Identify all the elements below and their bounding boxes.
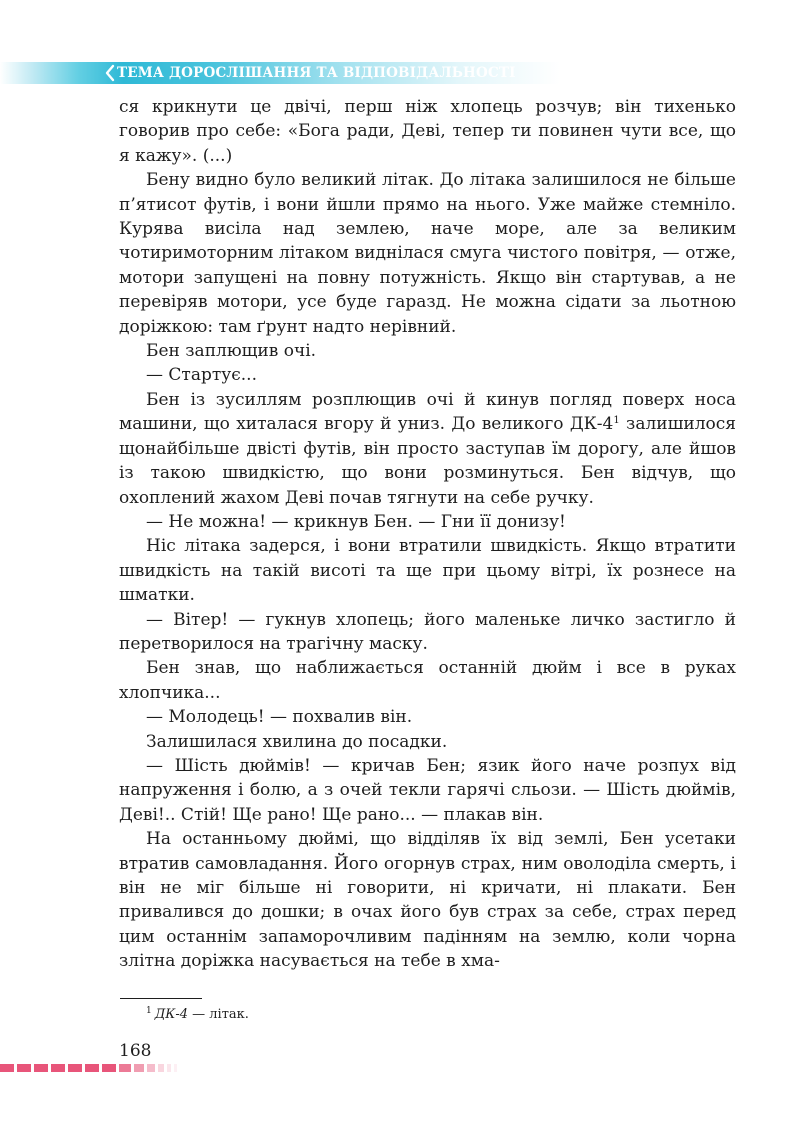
paragraph: Залишилася хвилина до посадки.: [146, 731, 448, 752]
decorative-stripes: [0, 1064, 200, 1072]
paragraph: Бен заплющив очі.: [146, 341, 317, 362]
paragraph: На останньому дюймі, що відділяв їх від землі, Бен усетаки втратив самовладання. Його огорнув страх, ним оволоділа смерть, і він не міг більше ні говорити, ні кричати, ні плакати. Бен привалився до дошки; в очах його був страх за себе, страх перед цим останнім запаморочливим падінням на землю, коли чорна злітна доріжка насувається на тебе в хма-: [119, 829, 736, 972]
paragraph: — Стартує...: [146, 365, 257, 386]
chevron-left-icon: [104, 64, 116, 82]
paragraph: ся крикнути це двічі, перш ніж хлопець розчув; він тихенько говорив про себе: «Бога ради, Деві, тепер ти повинен чути все, що я кажу». (...): [119, 97, 736, 166]
footnote-mark: 1: [146, 1006, 152, 1016]
paragraph-text: Бен із зусиллям розплющив очі й кинув погляд поверх носа машини, що хиталася вгору й униз. До великого ДК-4: [119, 389, 736, 435]
footnote-divider: [120, 998, 202, 999]
paragraph: — Не можна! — крикнув Бен. — Гни її донизу!: [146, 511, 566, 532]
paragraph: Бену видно було великий літак. До літака залишилося не більше п’ятисот футів, і вони йшли прямо на нього. Уже майже стемніло. Курява висіла над землею, наче море, але за великим чотиримоторним літаком виднілася смуга чистого повітря, — отже, мотори запущені на повну потужність. Якщо він стартував, а не перевіряв мотори, усе буде гаразд. Не можна сідати за льотною доріжкою: там ґрунт надто нерівний.: [119, 170, 736, 337]
footnote: [146, 1006, 249, 1022]
paragraph-with-note: [119, 388, 736, 510]
footnote-term: ДК-4: [154, 1007, 189, 1022]
paragraph: Ніс літака задерся, і вони втратили швидкість. Якщо втратити швидкість на такій висоті та ще при цьому вітрі, їх рознесе на шматки.: [119, 536, 736, 606]
paragraph: — Шість дюймів! — кричав Бен; язик його наче розпух від напруження і болю, а з очей текли гарячі сльози. — Шість дюймів, Деві!.. Стій! Ще рано! Ще рано... — плакав він.: [119, 755, 736, 825]
footnote-reference[interactable]: 1: [613, 415, 620, 427]
paragraph: — Вітер! — гукнув хлопець; його маленьке личко застигло й перетворилося на трагічну маску.: [119, 609, 736, 654]
footnote-definition: — літак.: [188, 1007, 249, 1022]
page-number: 168: [119, 1041, 152, 1061]
paragraph: — Молодець! — похвалив він.: [146, 707, 413, 728]
paragraph: Бен знав, що наближається останній дюйм і все в руках хлопчика...: [119, 658, 736, 703]
story-text: [119, 95, 736, 974]
paragraph-text: залишилося щонайбільше двісті футів, він просто заступав їм дорогу, але йшов із такою швидкістю, що вони розминуться. Бен відчув, що охоплений жахом Деві почав тягнути на себе ручку.: [119, 414, 736, 508]
section-title: ТЕМА ДОРОСЛІШАННЯ ТА ВІДПОВІДАЛЬНОСТІ: [117, 65, 516, 81]
